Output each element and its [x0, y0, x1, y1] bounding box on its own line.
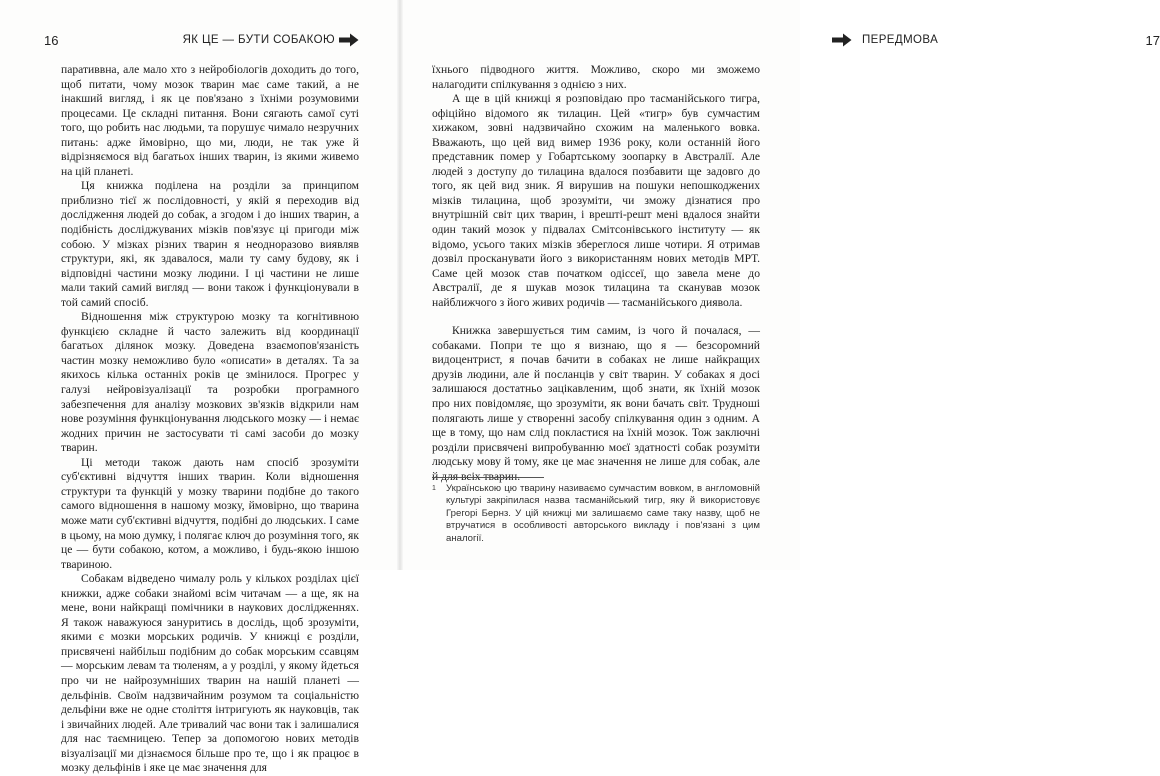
footnote	[432, 483, 760, 545]
paragraph: паративвна, але мало хто з нейробіологів доходить до того, щоб питати, чому мозок тварин має саме такий, а не інакший вигляд, і як це пов'язано з їхніми розумовими процесами. Це складні питання. Вони сягають самої суті того, що робить нас людьми, та порушує чимало незручних питань: адже ймовірно, що ми, люди, не так уже й відрізняємося від багатьох інших тварин, із якими живемо на цій планеті.	[61, 63, 359, 178]
running-head-right: ПЕРЕДМОВА	[862, 34, 939, 46]
arrow-right-icon	[339, 33, 359, 47]
paragraph: Книжка завершується тим самим, із чого й почалася, — собаками. Попри те що я визнаю, що я — безсоромний видоцентрист, я почав бачити в собаках не лише найкращих друзів людини, але й посланців у світ тварин. У собаках я досі залишаюся достатньо зацікавленим, щоб знати, як їхній мозок про них повідомляє, що зрозуміти, як вони бачать світ. Трудноші полягають лише у створенні засобу спілкування один з одним. А ще в тому, що нам слід покластися на їхній мозок. Тож заключні розділи присвячені випробуванню моєї здатності собак розуміти людську мову й тому, яке це має значення не лише для собак, але й для всіх тварин.	[432, 324, 760, 483]
right-body-text	[432, 63, 760, 484]
footnote-mark: 1	[432, 485, 436, 492]
footnote-rule	[432, 477, 544, 478]
left-header	[44, 31, 359, 53]
paragraph: Ця книжка поділена на розділи за принципом приблизно тієї ж послідовності, у якій я переходив від дослідження людей до собак, а згодом і до інших тварин, а подібність досліджуваних мізків пов'язує ці пригоди між собою. У мізках різних тварин я неодноразово виявляв структури, які, як здавалося, мали ту саму будову, як і відповідні частини мозку людини. І ці частини не лише мали такий самий вигляд — вони також і функціонували в той самий спосіб.	[61, 179, 359, 309]
footnote-text: Українською цю тварину називаємо сумчастим вовком, в англомовній культурі закріпилася назва тасманійський тигр, яку й використовує Грегорі Бернз. У цій книжці ми залишаємо саме таку назву, щоб не втручатися в особливості авторського викладу і пов'язані з цим аналогії.	[446, 483, 760, 544]
right-header	[832, 31, 1160, 53]
paragraph: А ще в цій книжці я розповідаю про тасманійського тигра, офіційно відомого як тилацин. Цей «тигр» був сумчастим хижаком, зовні надзвичайно схожим на маленького вовка. Вважають, що цей вид вимер 1936 року, коли останній його представник помер у Гобартському зоопарку в Австралії. Але людей з доступу до тилацина вдалося позбавити ще задовго до того, як цей вид зник. Я вирушив на пошуки непошкоджених мізків тилацина, щоб зрозуміти, чи зможу дізнатися про внутрішній світ цих тварин, і врешті-решт мені вдалося знайти один такий мозок у підвалах Смітсонівського інституту — як відомо, усього таких мізків збереглося лише чотири. Я отримав дозвіл просканувати його з використанням нових методів МРТ. Саме цей мозок став початком одіссеї, що завела мене до Австралії, де я шукав мозок тилацина та сканував мозок найближчого з його живих родичів — тасманійського диявола.	[432, 92, 760, 309]
left-page	[0, 0, 400, 775]
paragraph: їхнього підводного життя. Можливо, скоро ми зможемо налагодити спілкування з однією з них.	[432, 63, 760, 91]
left-body-text	[61, 63, 359, 776]
paragraph: Собакам відведено чималу роль у кількох розділах цієї книжки, адже собаки знайомі всім читачам — а ще, як на мене, вони найкращі помічники в наукових дослідженнях. Я також наважуюся зануритись в дослідь, щоб зрозуміти, якими є мозки морських родичів. У книжці є розділи, присвячені найбільш подібним до собак морським ссавцям — морським левам та тюленям, а у розділі, у якому йдеться про чи не найрозумніших тварин на нашій планеті — дельфінів. Своїм надзвичайним розумом та соціальністю дельфіни вже не одне століття інтригують як науковців, так і звичайних людей. Але тривалий час вони так і залишалися для нас таємницею. Тепер за допомогою нових методів візуалізації ми дізнаємося більше про те, що і як працює в мозку дельфінів і яке це має значення для	[61, 572, 359, 775]
page-number-left: 16	[44, 33, 59, 48]
page-number-right: 17	[1145, 33, 1160, 48]
running-head-left: ЯК ЦЕ — БУТИ СОБАКОЮ	[182, 34, 335, 46]
paragraph: Відношення між структурою мозку та когнітивною функцією складне й часто залежить від координації багатьох ділянок мозку. Доведена взаємопов'язаність частин мозку неможливо було «описати» в деталях. Та за якихось кілька останніх років це змінилося. Прогрес у галузі нейровізуалізації та розробки програмного забезпечення для аналізу мозкових зв'язків відкрили нам нове розуміння функціонування людського мозку — і немає жодних причин не застосувати ті самі засоби до мозку тварин.	[61, 310, 359, 455]
arrow-right-icon	[832, 33, 852, 47]
paragraph: Ці методи також дають нам спосіб зрозуміти суб'єктивні відчуття інших тварин. Коли відношення структури та функцій у мозку тварини подібне до такого самого відношення в нашому мозку, ймовірно, що тварина може мати суб'єктивні відчуття, подібні до людських. І саме в цьому, на мою думку, і полягає ключ до розуміння того, як це — бути собакою, котом, а можливо, і будь-якою іншою твариною.	[61, 455, 359, 571]
